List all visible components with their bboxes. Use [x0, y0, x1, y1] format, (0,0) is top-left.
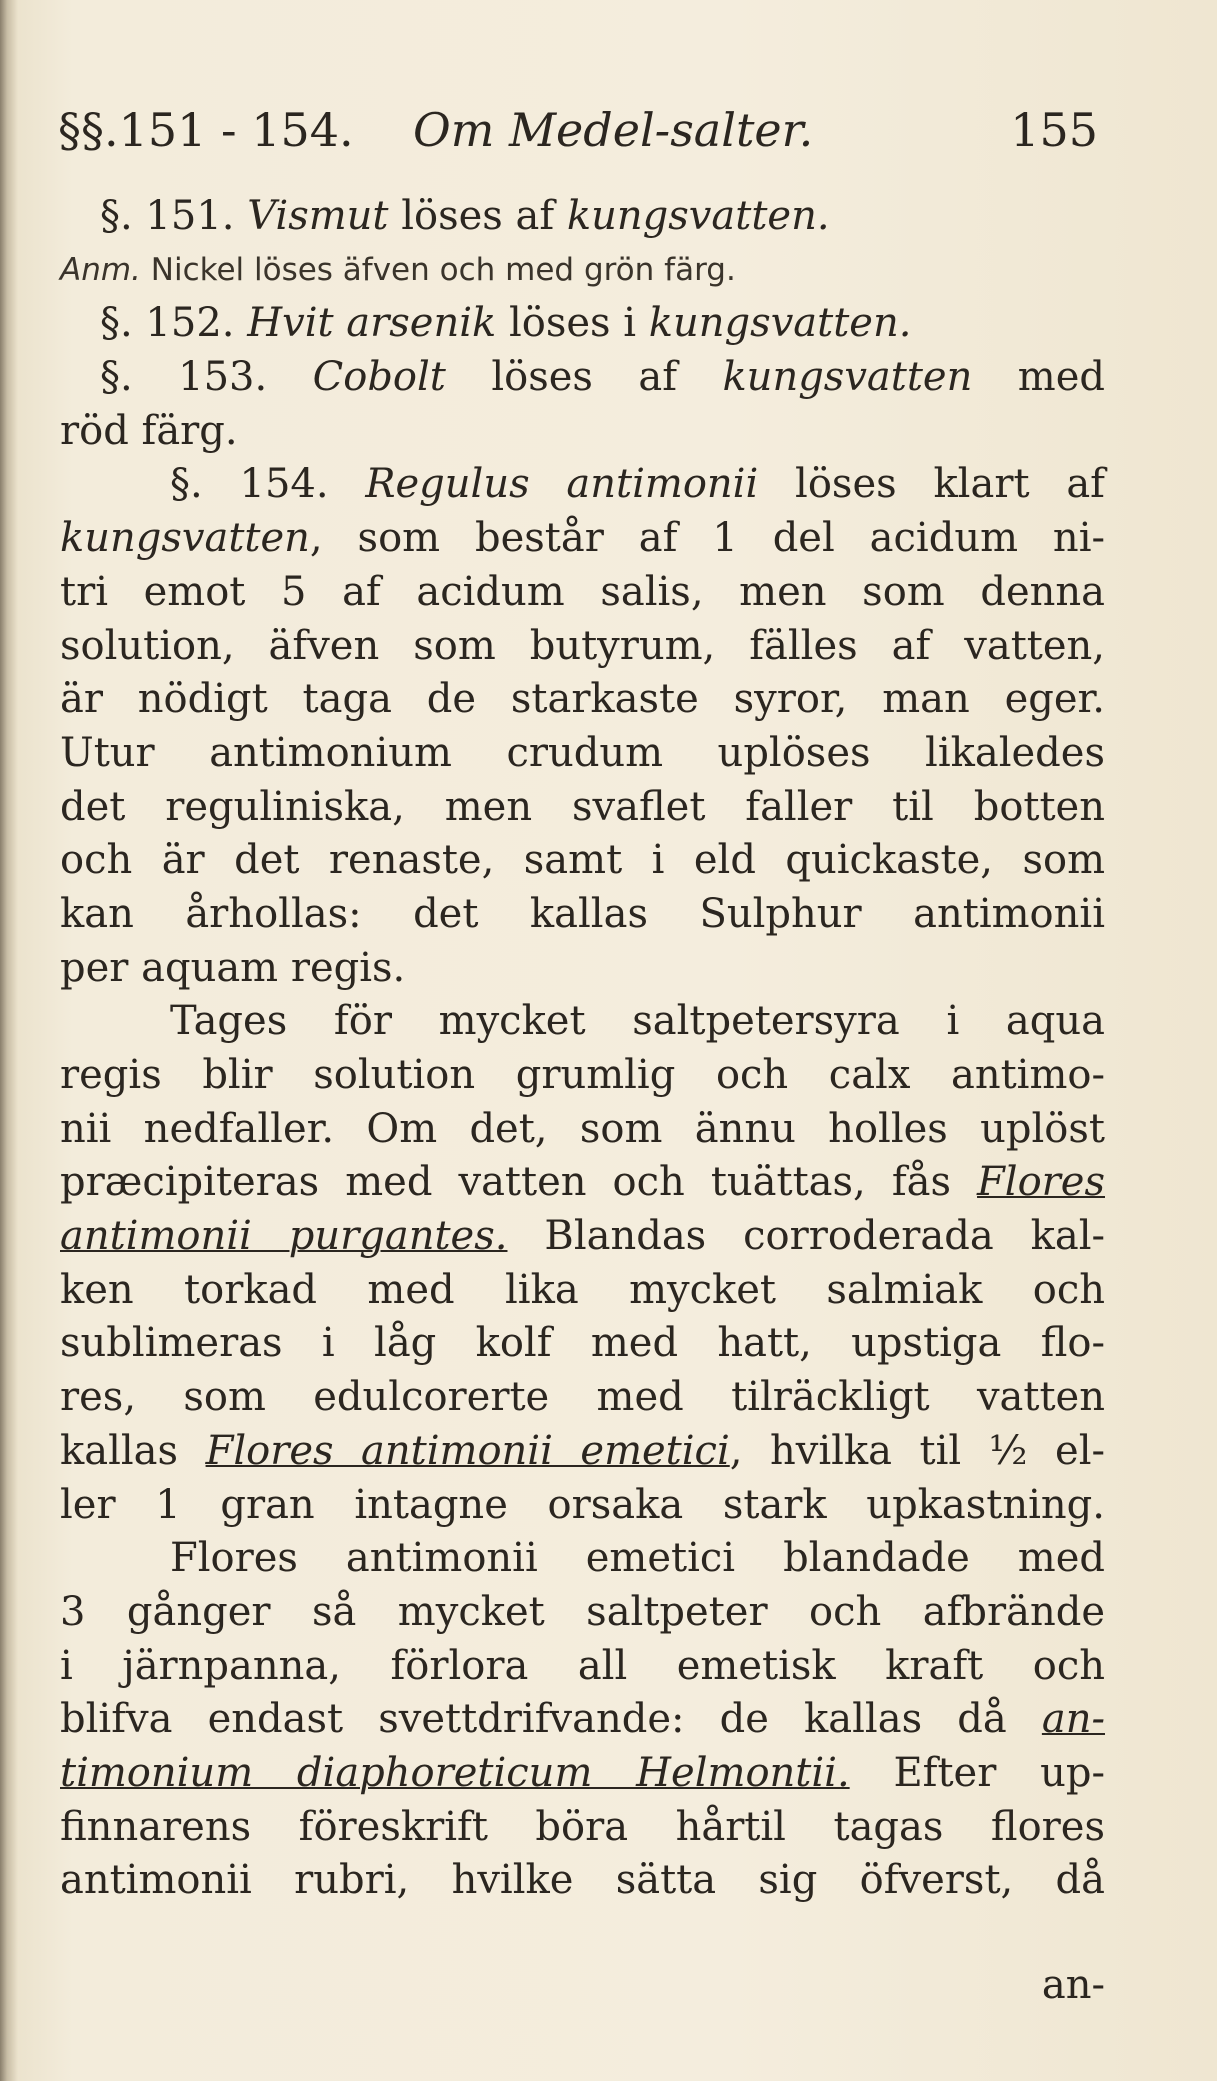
- text-run: Efter up-: [849, 1749, 1105, 1796]
- text-line: [60, 781, 1105, 835]
- text-run: kallas: [60, 1427, 206, 1474]
- text-line: [60, 1586, 1105, 1640]
- text-run: nii nedfaller. Om det, som ännu holles uplöst: [60, 1105, 1105, 1152]
- text-line: [60, 1210, 1105, 1264]
- text-line: [60, 1747, 1105, 1801]
- italic-term: Vismut: [247, 193, 389, 239]
- page-gutter-edge: [0, 0, 18, 2081]
- text-run: är nödigt taga de starkaste syror, man eger.: [60, 676, 1105, 723]
- italic-term: Anm.: [60, 251, 141, 288]
- text-line: [60, 1264, 1105, 1318]
- text-line: [60, 995, 1105, 1049]
- italic-term: Flores: [977, 1159, 1105, 1206]
- text-run: §. 153.: [100, 354, 313, 401]
- text-run: och är det renaste, samt i eld quickaste, som: [60, 837, 1105, 884]
- text-line: [60, 1049, 1105, 1103]
- italic-term: Cobolt: [312, 354, 446, 401]
- text-run: ler 1 gran intagne orsaka stark upkastning.: [60, 1481, 1105, 1528]
- text-run: Nickel löses äfven och med grön färg.: [140, 251, 736, 288]
- text-run: §. 154.: [170, 461, 366, 508]
- body-text: [60, 190, 1105, 1908]
- text-line: [60, 942, 1105, 996]
- text-run: , hvilka til ½ el-: [729, 1427, 1105, 1474]
- text-run: per aquam regis.: [60, 944, 406, 991]
- text-run: blifva endast svettdrifvande: de kallas då: [60, 1696, 1042, 1743]
- italic-term: Flores antimonii emetici: [205, 1427, 730, 1474]
- text-run: regis blir solution grumlig och calx antimo-: [60, 1052, 1105, 1098]
- running-title: Om Medel-salter.: [413, 103, 814, 157]
- text-run: sublimeras i låg kolf med hatt, upstiga flo-: [60, 1320, 1105, 1367]
- text-run: ken torkad med lika mycket salmiak och: [60, 1266, 1105, 1313]
- italic-term: an-: [1041, 1696, 1105, 1743]
- text-line: [60, 1317, 1105, 1371]
- text-run: Flores antimonii emetici blandade med: [170, 1535, 1105, 1582]
- text-run: röd färg.: [60, 407, 238, 454]
- text-run: löses i: [496, 300, 649, 347]
- text-run: kan århollas: det kallas Sulphur antimonii: [60, 890, 1105, 937]
- text-run: löses klart af: [758, 461, 1105, 508]
- text-run: det reguliniska, men svaflet faller til botten: [60, 783, 1105, 830]
- text-run: Blandas corroderada kal-: [507, 1213, 1105, 1260]
- italic-term: kungsvatten: [60, 515, 310, 562]
- text-line: [60, 351, 1105, 405]
- text-run: §. 152.: [100, 300, 248, 347]
- text-line: [60, 1854, 1105, 1908]
- text-run: , som består af 1 del acidum ni-: [309, 515, 1105, 562]
- text-line: [60, 1640, 1105, 1694]
- text-line: [60, 727, 1105, 781]
- text-line: [60, 888, 1105, 942]
- text-run: löses af: [445, 354, 723, 401]
- text-line: [60, 620, 1105, 674]
- italic-term: kungsvatten.: [566, 193, 830, 239]
- text-run: 3 gånger så mycket saltpeter och afbrände: [60, 1588, 1105, 1635]
- text-run: antimonii rubri, hvilke sätta sig öfverst, då: [60, 1857, 1105, 1904]
- text-run: præcipiteras med vatten och tuättas, fås: [60, 1159, 978, 1206]
- text-line: [60, 1425, 1105, 1479]
- text-line: [60, 673, 1105, 727]
- text-line: [60, 1532, 1105, 1586]
- text-run: §. 151.: [100, 193, 248, 239]
- text-line: [60, 190, 1105, 244]
- text-run: solution, äfven som butyrum, fälles af vatten,: [60, 622, 1105, 669]
- text-line: [60, 1693, 1105, 1747]
- catchword: an-: [1041, 1962, 1105, 2008]
- text-line: [60, 297, 1105, 351]
- text-run: Utur antimonium crudum uplöses likaledes: [60, 729, 1105, 776]
- text-run: res, som edulcorerte med tilräckligt vatten: [60, 1374, 1105, 1421]
- text-line: [60, 458, 1105, 512]
- text-line: [60, 1156, 1105, 1210]
- text-line: [60, 512, 1105, 566]
- text-line: [60, 244, 1105, 298]
- italic-term: antimonii purgantes.: [60, 1213, 508, 1260]
- text-line: [60, 1479, 1105, 1533]
- italic-term: kungsvatten.: [648, 300, 912, 347]
- text-line: [60, 405, 1105, 459]
- italic-term: Hvit arsenik: [247, 300, 497, 347]
- text-run: Tages för mycket saltpetersyra i aqua: [170, 998, 1105, 1045]
- text-run: löses af: [388, 193, 567, 239]
- text-line: [60, 566, 1105, 620]
- text-line: [60, 1371, 1105, 1425]
- text-run: med: [972, 354, 1105, 401]
- page-number: 155: [1010, 103, 1098, 157]
- italic-term: kungsvatten: [722, 354, 973, 401]
- text-run: i järnpanna, förlora all emetisk kraft och: [60, 1642, 1105, 1689]
- text-run: finnarens föreskrift böra hårtil tagas flores: [60, 1803, 1105, 1850]
- text-line: [60, 1103, 1105, 1157]
- running-head: [58, 100, 1098, 160]
- text-run: tri emot 5 af acidum salis, men som denna: [60, 568, 1105, 615]
- section-range: §§.151 - 154.: [58, 103, 354, 157]
- text-line: [60, 834, 1105, 888]
- italic-term: Regulus antimonii: [365, 461, 759, 508]
- italic-term: timonium diaphoreticum Helmontii.: [60, 1749, 850, 1796]
- text-line: [60, 1801, 1105, 1855]
